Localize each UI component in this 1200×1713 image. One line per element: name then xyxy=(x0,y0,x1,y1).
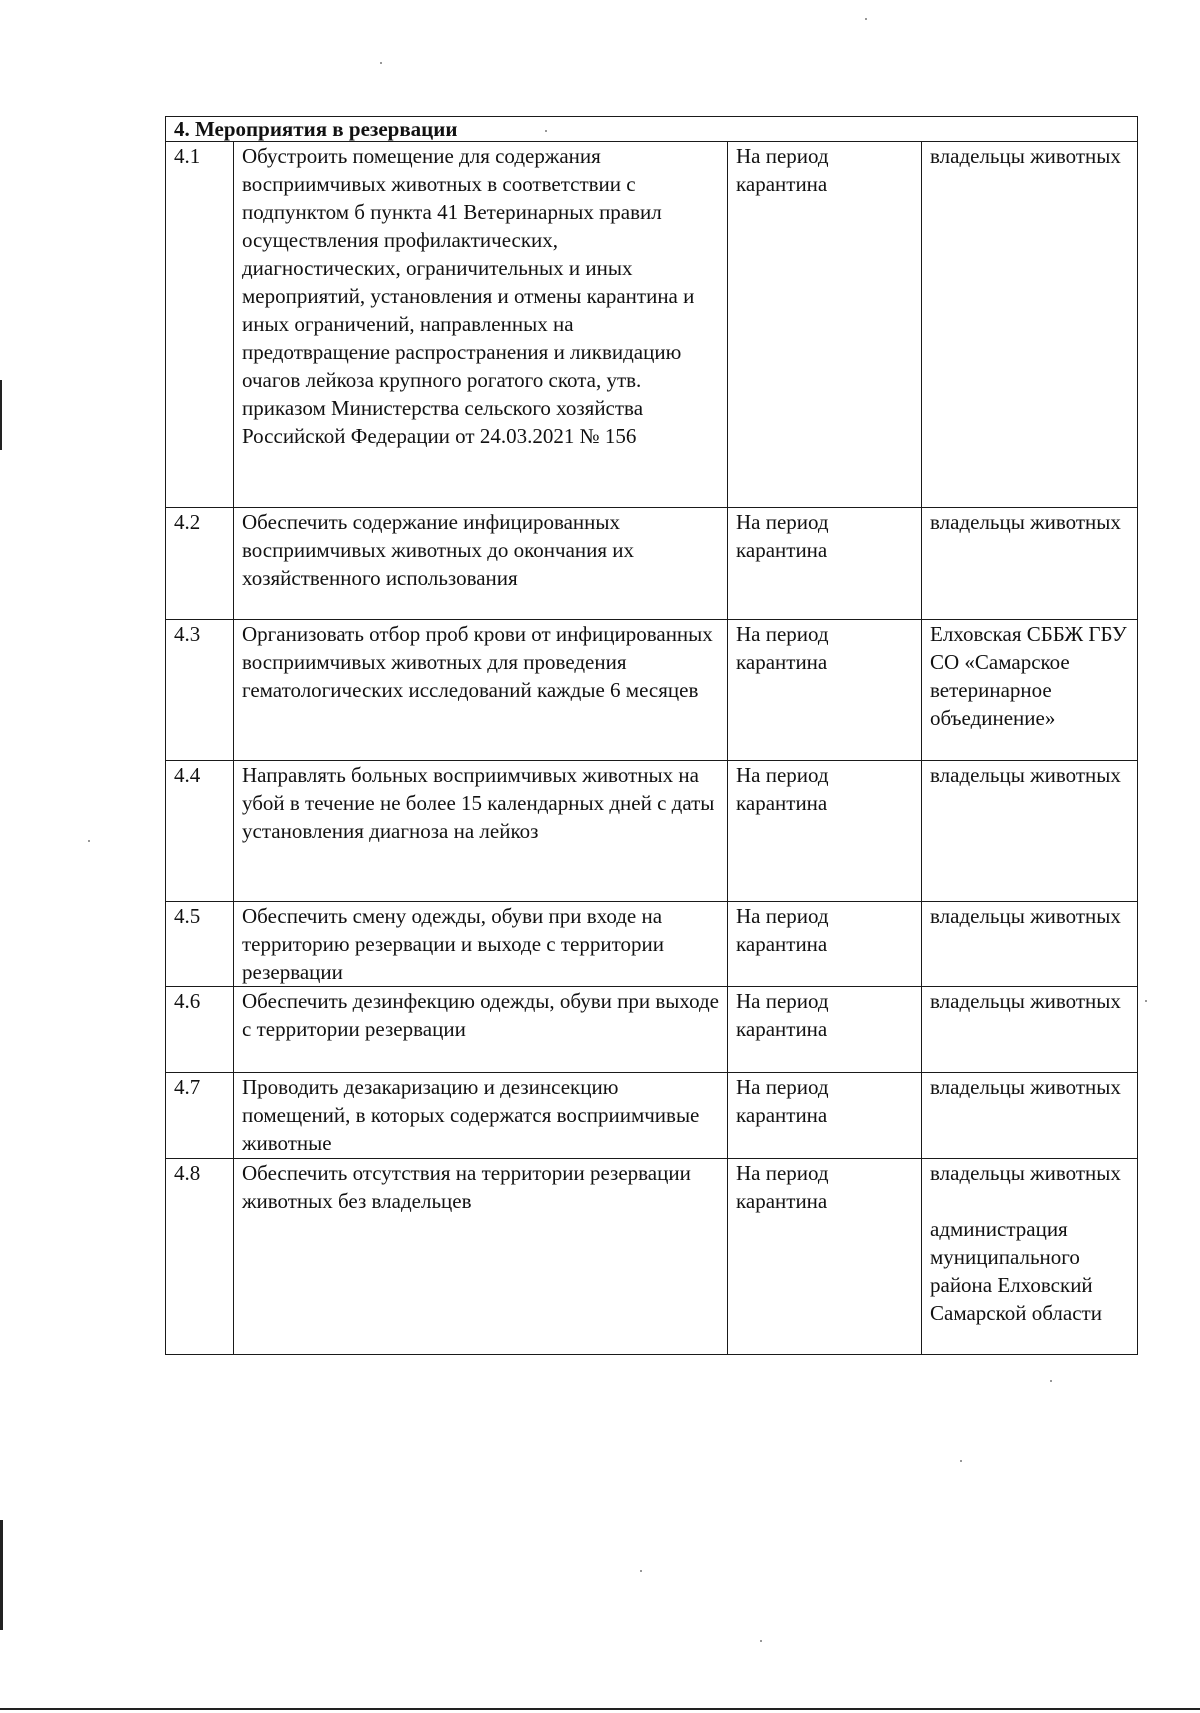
row-number: 4.8 xyxy=(166,1159,234,1355)
term-text: На период карантина xyxy=(728,620,922,761)
scan-bottom-line xyxy=(0,1708,1200,1710)
section-header-row xyxy=(166,117,1138,142)
table-row xyxy=(166,902,1138,987)
measures-table xyxy=(165,116,1138,1355)
term-text: На период карантина xyxy=(728,142,922,508)
measure-text: Обеспечить смену одежды, обуви при входе на территорию резервации и выходе с территории резервации xyxy=(234,902,728,987)
measure-text: Обеспечить отсутствия на территории резервации животных без владельцев xyxy=(234,1159,728,1355)
table-row xyxy=(166,1073,1138,1159)
row-number: 4.2 xyxy=(166,508,234,620)
term-text: На период карантина xyxy=(728,1159,922,1355)
measure-text: Обустроить помещение для содержания восприимчивых животных в соответствии с подпунктом б пункта 41 Ветеринарных правил осуществления профилактических, диагностических, ограничительных и иных мероприятий, установления и отмены карантина и иных ограничений, направленных на предотвращение распространения и ликвидацию очагов лейкоза крупного рогатого скота, утв. приказом Министерства сельского хозяйства Российской Федерации от 24.03.2021 № 156 xyxy=(234,142,728,508)
responsible-text: владельцы животных xyxy=(922,761,1138,902)
term-text: На период карантина xyxy=(728,1073,922,1159)
responsible-text: владельцы животных xyxy=(930,1161,1121,1185)
responsible-text-secondary: администрация муниципального района Елховский Самарской области xyxy=(930,1217,1102,1325)
scan-speck xyxy=(1050,1380,1052,1382)
responsible-text: Елховская СББЖ ГБУ СО «Самарское ветеринарное объединение» xyxy=(922,620,1138,761)
row-number: 4.7 xyxy=(166,1073,234,1159)
scan-speck xyxy=(960,1460,962,1462)
responsible-text: владельцы животных xyxy=(922,142,1138,508)
responsible-text: владельцы животных xyxy=(922,508,1138,620)
table-row xyxy=(166,1159,1138,1355)
measure-text: Направлять больных восприимчивых животных на убой в течение не более 15 календарных дней с даты установления диагноза на лейкоз xyxy=(234,761,728,902)
table-row xyxy=(166,761,1138,902)
table-row xyxy=(166,620,1138,761)
scan-speck xyxy=(760,1640,762,1642)
scan-speck xyxy=(865,18,867,20)
measure-text: Организовать отбор проб крови от инфицированных восприимчивых животных для проведения гематологических исследований каждые 6 месяцев xyxy=(234,620,728,761)
scan-speck xyxy=(88,840,90,842)
measure-text: Проводить дезакаризацию и дезинсекцию помещений, в которых содержатся восприимчивые животные xyxy=(234,1073,728,1159)
scan-speck xyxy=(545,130,547,132)
scan-edge-mark xyxy=(0,380,2,450)
row-number: 4.5 xyxy=(166,902,234,987)
responsible-cell xyxy=(922,1159,1138,1355)
row-number: 4.1 xyxy=(166,142,234,508)
scan-speck xyxy=(640,1570,642,1572)
responsible-text: владельцы животных xyxy=(922,1073,1138,1159)
term-text: На период карантина xyxy=(728,902,922,987)
table-row xyxy=(166,987,1138,1073)
responsible-text: владельцы животных xyxy=(922,902,1138,987)
responsible-text: владельцы животных xyxy=(922,987,1138,1073)
row-number: 4.6 xyxy=(166,987,234,1073)
scan-edge-mark xyxy=(0,1520,3,1630)
measure-text: Обеспечить дезинфекцию одежды, обуви при выходе с территории резервации xyxy=(234,987,728,1073)
term-text: На период карантина xyxy=(728,508,922,620)
row-number: 4.4 xyxy=(166,761,234,902)
scan-speck xyxy=(1145,1000,1147,1002)
table-row xyxy=(166,142,1138,508)
spacer xyxy=(930,1187,1129,1215)
table-row xyxy=(166,508,1138,620)
term-text: На период карантина xyxy=(728,987,922,1073)
row-number: 4.3 xyxy=(166,620,234,761)
measure-text: Обеспечить содержание инфицированных восприимчивых животных до окончания их хозяйственного использования xyxy=(234,508,728,620)
section-title: 4. Мероприятия в резервации xyxy=(166,117,1138,142)
scan-speck xyxy=(380,62,382,64)
term-text: На период карантина xyxy=(728,761,922,902)
